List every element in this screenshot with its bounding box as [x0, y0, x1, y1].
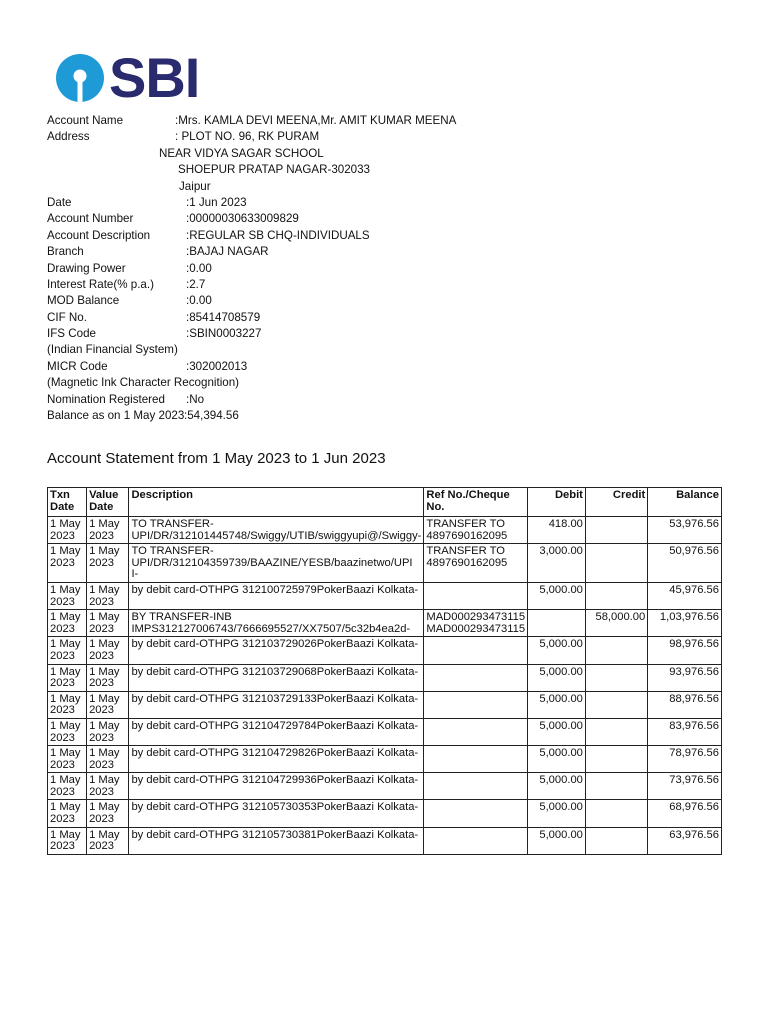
- cell-balance: 53,976.56: [648, 517, 722, 544]
- cell-value-date: 1 May 2023: [87, 544, 129, 583]
- info-label: Interest Rate(% p.a.): [47, 277, 154, 291]
- header-debit: Debit: [528, 488, 586, 517]
- info-value: :1 Jun 2023: [186, 195, 247, 209]
- cell-credit: [585, 544, 647, 583]
- cell-value-date: 1 May 2023: [87, 664, 129, 691]
- cell-ref-no: [424, 746, 528, 773]
- cell-txn-date: 1 May 2023: [48, 773, 87, 800]
- cell-debit: [528, 610, 586, 637]
- cell-balance: 88,976.56: [648, 691, 722, 718]
- sbi-keyhole-icon: [55, 53, 105, 103]
- cell-value-date: 1 May 2023: [87, 637, 129, 664]
- cell-credit: [585, 718, 647, 745]
- cell-credit: 58,000.00: [585, 610, 647, 637]
- cell-balance: 83,976.56: [648, 718, 722, 745]
- info-value: :54,394.56: [184, 409, 239, 423]
- info-value: : PLOT NO. 96, RK PURAM: [175, 130, 320, 144]
- header-ref-no: Ref No./Cheque No.: [424, 488, 528, 517]
- cell-description: BY TRANSFER-INB IMPS312127006743/7666695527/XX7507/5c32b4ea2d-: [129, 610, 424, 637]
- header-description: Description: [129, 488, 424, 517]
- cell-credit: [585, 827, 647, 854]
- cell-txn-date: 1 May 2023: [48, 746, 87, 773]
- cell-description: by debit card-OTHPG 312103729133PokerBaazi Kolkata-: [129, 691, 424, 718]
- table-row: [48, 582, 722, 609]
- cell-description: by debit card-OTHPG 312105730353PokerBaazi Kolkata-: [129, 800, 424, 827]
- cell-debit: 3,000.00: [528, 544, 586, 583]
- info-label: Date: [47, 195, 72, 209]
- cell-credit: [585, 800, 647, 827]
- cell-credit: [585, 637, 647, 664]
- info-label: (Indian Financial System): [47, 343, 178, 357]
- cell-credit: [585, 517, 647, 544]
- cell-debit: 5,000.00: [528, 664, 586, 691]
- info-label: Balance as on 1 May 2023: [47, 409, 185, 423]
- cell-ref-no: [424, 773, 528, 800]
- statement-title: Account Statement from 1 May 2023 to 1 Jun 2023: [47, 450, 386, 467]
- cell-value-date: 1 May 2023: [87, 691, 129, 718]
- cell-value-date: 1 May 2023: [87, 827, 129, 854]
- cell-txn-date: 1 May 2023: [48, 664, 87, 691]
- cell-balance: 93,976.56: [648, 664, 722, 691]
- cell-debit: 5,000.00: [528, 582, 586, 609]
- table-row: [48, 773, 722, 800]
- table-row: [48, 637, 722, 664]
- cell-value-date: 1 May 2023: [87, 718, 129, 745]
- cell-ref-no: [424, 691, 528, 718]
- info-value: :85414708579: [186, 310, 261, 324]
- transactions-table: [47, 487, 722, 855]
- info-value: :2.7: [186, 277, 206, 291]
- cell-balance: 68,976.56: [648, 800, 722, 827]
- info-label: IFS Code: [47, 327, 96, 341]
- cell-credit: [585, 746, 647, 773]
- info-value: NEAR VIDYA SAGAR SCHOOL: [159, 146, 324, 160]
- cell-description: by debit card-OTHPG 312104729826PokerBaazi Kolkata-: [129, 746, 424, 773]
- cell-debit: 5,000.00: [528, 773, 586, 800]
- info-value: :Mrs. KAMLA DEVI MEENA,Mr. AMIT KUMAR MEENA: [175, 114, 457, 127]
- cell-ref-no: [424, 637, 528, 664]
- cell-value-date: 1 May 2023: [87, 610, 129, 637]
- header-balance: Balance: [648, 488, 722, 517]
- cell-credit: [585, 691, 647, 718]
- info-label: Drawing Power: [47, 261, 126, 275]
- cell-description: TO TRANSFER-UPI/DR/312101445748/Swiggy/UTIB/swiggyupi@/Swiggy-: [129, 517, 424, 544]
- cell-balance: 73,976.56: [648, 773, 722, 800]
- cell-txn-date: 1 May 2023: [48, 691, 87, 718]
- info-label: Account Description: [47, 228, 151, 242]
- logo-text: SBI: [109, 46, 200, 109]
- cell-value-date: 1 May 2023: [87, 773, 129, 800]
- cell-credit: [585, 773, 647, 800]
- table-row: [48, 544, 722, 583]
- info-label: MICR Code: [47, 359, 108, 373]
- info-value: :No: [186, 392, 205, 406]
- info-value: :BAJAJ NAGAR: [186, 245, 269, 259]
- table-row: [48, 718, 722, 745]
- cell-credit: [585, 664, 647, 691]
- cell-credit: [585, 582, 647, 609]
- cell-description: by debit card-OTHPG 312103729026PokerBaazi Kolkata-: [129, 637, 424, 664]
- info-value: :0.00: [186, 294, 212, 308]
- header-credit: Credit: [585, 488, 647, 517]
- info-value: SHOEPUR PRATAP NAGAR-302033: [178, 163, 371, 177]
- info-label: Branch: [47, 245, 84, 259]
- cell-txn-date: 1 May 2023: [48, 800, 87, 827]
- sbi-logo: [55, 46, 200, 109]
- info-label: CIF No.: [47, 310, 87, 324]
- cell-ref-no: [424, 800, 528, 827]
- cell-txn-date: 1 May 2023: [48, 517, 87, 544]
- info-value: :00000030633009829: [186, 212, 299, 226]
- cell-balance: 1,03,976.56: [648, 610, 722, 637]
- cell-ref-no: [424, 718, 528, 745]
- cell-txn-date: 1 May 2023: [48, 827, 87, 854]
- cell-description: by debit card-OTHPG 312105730381PokerBaazi Kolkata-: [129, 827, 424, 854]
- info-label: (Magnetic Ink Character Recognition): [47, 376, 240, 390]
- info-label: Account Number: [47, 212, 134, 226]
- info-label: Nomination Registered: [47, 392, 165, 406]
- cell-description: by debit card-OTHPG 312104729784PokerBaazi Kolkata-: [129, 718, 424, 745]
- cell-value-date: 1 May 2023: [87, 746, 129, 773]
- cell-debit: 5,000.00: [528, 718, 586, 745]
- cell-txn-date: 1 May 2023: [48, 610, 87, 637]
- cell-balance: 98,976.56: [648, 637, 722, 664]
- cell-ref-no: TRANSFER TO 4897690162095: [424, 544, 528, 583]
- table-row: [48, 800, 722, 827]
- cell-debit: 418.00: [528, 517, 586, 544]
- info-value: Jaipur: [179, 179, 211, 193]
- info-label: MOD Balance: [47, 294, 120, 308]
- header-txn-date: Txn Date: [48, 488, 87, 517]
- table-row: [48, 517, 722, 544]
- table-row: [48, 827, 722, 854]
- cell-debit: 5,000.00: [528, 800, 586, 827]
- table-row: [48, 746, 722, 773]
- cell-txn-date: 1 May 2023: [48, 718, 87, 745]
- cell-description: by debit card-OTHPG 312103729068PokerBaazi Kolkata-: [129, 664, 424, 691]
- cell-debit: 5,000.00: [528, 691, 586, 718]
- cell-value-date: 1 May 2023: [87, 582, 129, 609]
- info-label: Account Name: [47, 114, 124, 127]
- cell-debit: 5,000.00: [528, 746, 586, 773]
- cell-debit: 5,000.00: [528, 637, 586, 664]
- info-value: :0.00: [186, 261, 212, 275]
- cell-txn-date: 1 May 2023: [48, 544, 87, 583]
- info-label: Address: [47, 130, 90, 144]
- cell-value-date: 1 May 2023: [87, 800, 129, 827]
- info-value: :REGULAR SB CHQ-INDIVIDUALS: [186, 228, 370, 242]
- header-value-date: Value Date: [87, 488, 129, 517]
- cell-debit: 5,000.00: [528, 827, 586, 854]
- cell-ref-no: [424, 827, 528, 854]
- cell-ref-no: MAD000293473115 MAD000293473115: [424, 610, 528, 637]
- cell-balance: 78,976.56: [648, 746, 722, 773]
- cell-description: by debit card-OTHPG 312104729936PokerBaazi Kolkata-: [129, 773, 424, 800]
- cell-value-date: 1 May 2023: [87, 517, 129, 544]
- cell-txn-date: 1 May 2023: [48, 637, 87, 664]
- cell-txn-date: 1 May 2023: [48, 582, 87, 609]
- info-value: :302002013: [186, 359, 248, 373]
- cell-ref-no: TRANSFER TO 4897690162095: [424, 517, 528, 544]
- info-value: :SBIN0003227: [186, 327, 262, 341]
- cell-balance: 45,976.56: [648, 582, 722, 609]
- cell-description: TO TRANSFER-UPI/DR/312104359739/BAAZINE/YESB/baazinetwo/UPI I-: [129, 544, 424, 583]
- table-row: [48, 691, 722, 718]
- cell-balance: 63,976.56: [648, 827, 722, 854]
- cell-balance: 50,976.56: [648, 544, 722, 583]
- table-row: [48, 664, 722, 691]
- table-header-row: [48, 488, 722, 517]
- cell-ref-no: [424, 582, 528, 609]
- table-row: [48, 610, 722, 637]
- cell-ref-no: [424, 664, 528, 691]
- cell-description: by debit card-OTHPG 312100725979PokerBaazi Kolkata-: [129, 582, 424, 609]
